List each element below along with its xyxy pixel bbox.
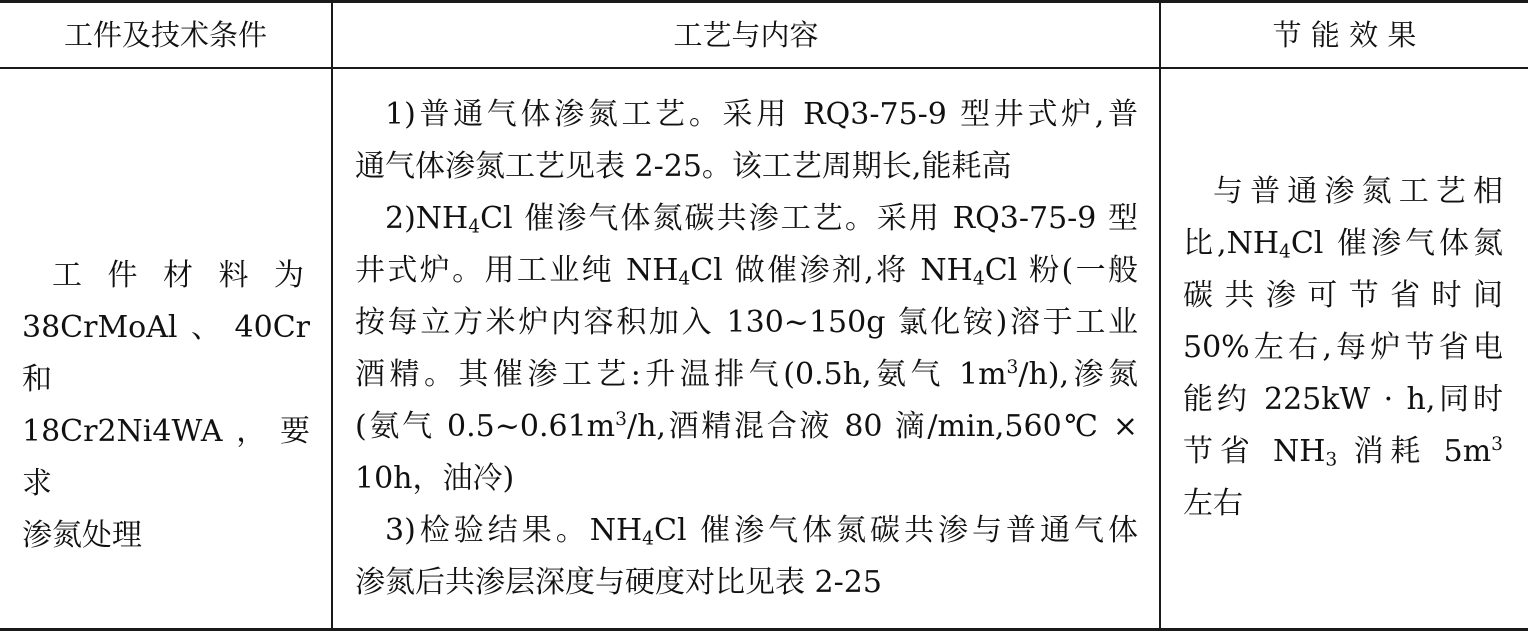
energy-line: 碳共渗可节省时间 bbox=[1183, 278, 1503, 313]
process-line: 酒精。其催渗工艺:升温排气(0.5h,氨气 $1m^3/h$),渗氮 bbox=[355, 356, 1138, 392]
conditions-cell bbox=[22, 250, 310, 562]
process-line: 10h，油冷) bbox=[355, 461, 515, 496]
header-conditions: 工件及技术条件 bbox=[63, 18, 267, 52]
header-process: 工艺与内容 bbox=[673, 18, 819, 52]
conditions-line: 渗氮处理 bbox=[22, 518, 142, 553]
conditions-line: 工件材料为 bbox=[52, 258, 310, 293]
bottom-rule bbox=[0, 628, 1528, 631]
energy-line: 50%左右,每炉节省电 bbox=[1183, 330, 1503, 365]
process-line: 通气体渗氮工艺见表 2-25。该工艺周期长,能耗高 bbox=[355, 149, 1012, 184]
conditions-line: 18Cr2Ni4WA，要求 bbox=[22, 414, 310, 501]
column-divider-2 bbox=[1159, 0, 1161, 631]
process-paragraph-1 bbox=[355, 89, 1138, 193]
process-line: 渗氮后共渗层深度与硬度对比见表 2-25 bbox=[355, 565, 882, 600]
energy-saving-cell bbox=[1183, 166, 1503, 530]
energy-line: 节省 $NH_3$ 消耗 $5m^3$ bbox=[1183, 433, 1503, 471]
energy-line: 比$,NH_4Cl$ 催渗气体氮 bbox=[1183, 226, 1503, 263]
energy-line: 与普通渗氮工艺相 bbox=[1213, 174, 1503, 209]
header-energy-saving: 节 能 效 果 bbox=[1272, 18, 1417, 52]
process-line: 1)普通气体渗氮工艺。采用 RQ3-75-9 型井式炉,普 bbox=[385, 97, 1138, 132]
energy-line: 左右 bbox=[1183, 486, 1243, 521]
process-line: 井式炉。用工业纯 $NH_4Cl$ 做催渗剂,将 $NH_4Cl$ 粉(一般 bbox=[355, 253, 1139, 290]
top-rule bbox=[0, 0, 1528, 3]
process-line: (氨气 $0.5\sim 0.61m^3/h$,酒精混合液 80 滴/min,560℃ × bbox=[355, 408, 1138, 444]
conditions-line: 38CrMoAl、40Cr 和 bbox=[22, 310, 310, 397]
process-paragraph-3 bbox=[355, 505, 1138, 609]
header-rule bbox=[0, 67, 1528, 69]
energy-line: 能约 225kW · h,同时 bbox=[1183, 382, 1503, 417]
process-line: 按每立方米炉内容积加入 130~150g 氯化铵)溶于工业 bbox=[355, 305, 1138, 340]
column-divider-1 bbox=[331, 0, 333, 631]
process-line: 3)检验结果。$NH_4Cl$ 催渗气体氮碳共渗与普通气体 bbox=[385, 513, 1138, 550]
process-line: $2)NH_4Cl$ 催渗气体氮碳共渗工艺。采用 RQ3-75-9 型 bbox=[385, 201, 1138, 238]
process-cell bbox=[355, 89, 1138, 609]
process-paragraph-2 bbox=[355, 193, 1138, 505]
